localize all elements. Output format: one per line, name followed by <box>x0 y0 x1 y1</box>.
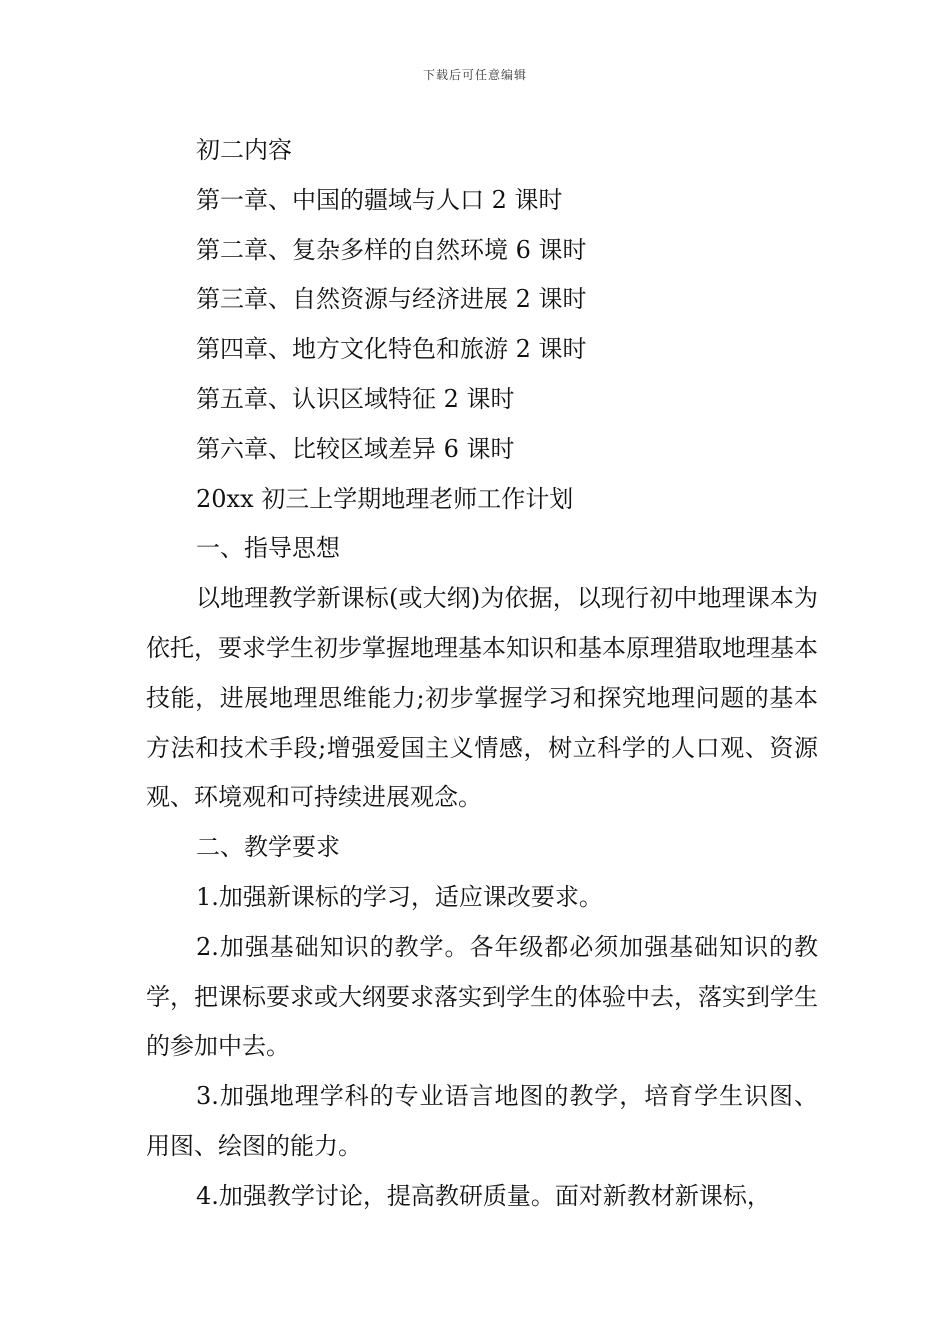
requirement-item: 4.加强教学讨论，提高教研质量。面对新教材新课标， <box>196 1181 771 1210</box>
chapter-line: 第一章、中国的疆域与人口 2 课时 <box>196 185 563 214</box>
guiding-paragraph: 以地理教学新课标(或大纲)为依据，以现行初中地理课本为依托，要求学生初步掌握地理基本知识和基本原理猎取地理基本技能，进展地理思维能力;初步掌握学习和探究地理问题的基本方法和技术手段;增强爱国主义情感，树立科学的人口观、资源观、环境观和可持续进展观念。 <box>146 584 818 812</box>
section-heading: 二、教学要求 <box>196 833 340 862</box>
document-body <box>146 126 818 1222</box>
header-note: 下载后可任意编辑 <box>422 68 527 82</box>
chapter-line: 第三章、自然资源与经济进展 2 课时 <box>196 285 587 314</box>
chapter-line: 第六章、比较区域差异 6 课时 <box>196 434 515 463</box>
toc-heading: 初二内容 <box>196 136 292 164</box>
chapter-line: 第二章、复杂多样的自然环境 6 课时 <box>196 235 587 264</box>
requirement-item: 1.加强新课标的学习，适应课改要求。 <box>196 882 603 911</box>
requirement-item: 2.加强基础知识的教学。各年级都必须加强基础知识的教学，把课标要求或大纲要求落实到学生的体验中去，落实到学生的参加中去。 <box>146 932 818 1061</box>
requirement-item: 3.加强地理学科的专业语言地图的教学，培育学生识图、用图、绘图的能力。 <box>146 1082 818 1160</box>
chapter-line: 第五章、认识区域特征 2 课时 <box>196 384 515 413</box>
plan-title: 20xx 初三上学期地理老师工作计划 <box>196 484 574 513</box>
chapter-line: 第四章、地方文化特色和旅游 2 课时 <box>196 335 587 364</box>
section-heading: 一、指导思想 <box>196 534 340 563</box>
